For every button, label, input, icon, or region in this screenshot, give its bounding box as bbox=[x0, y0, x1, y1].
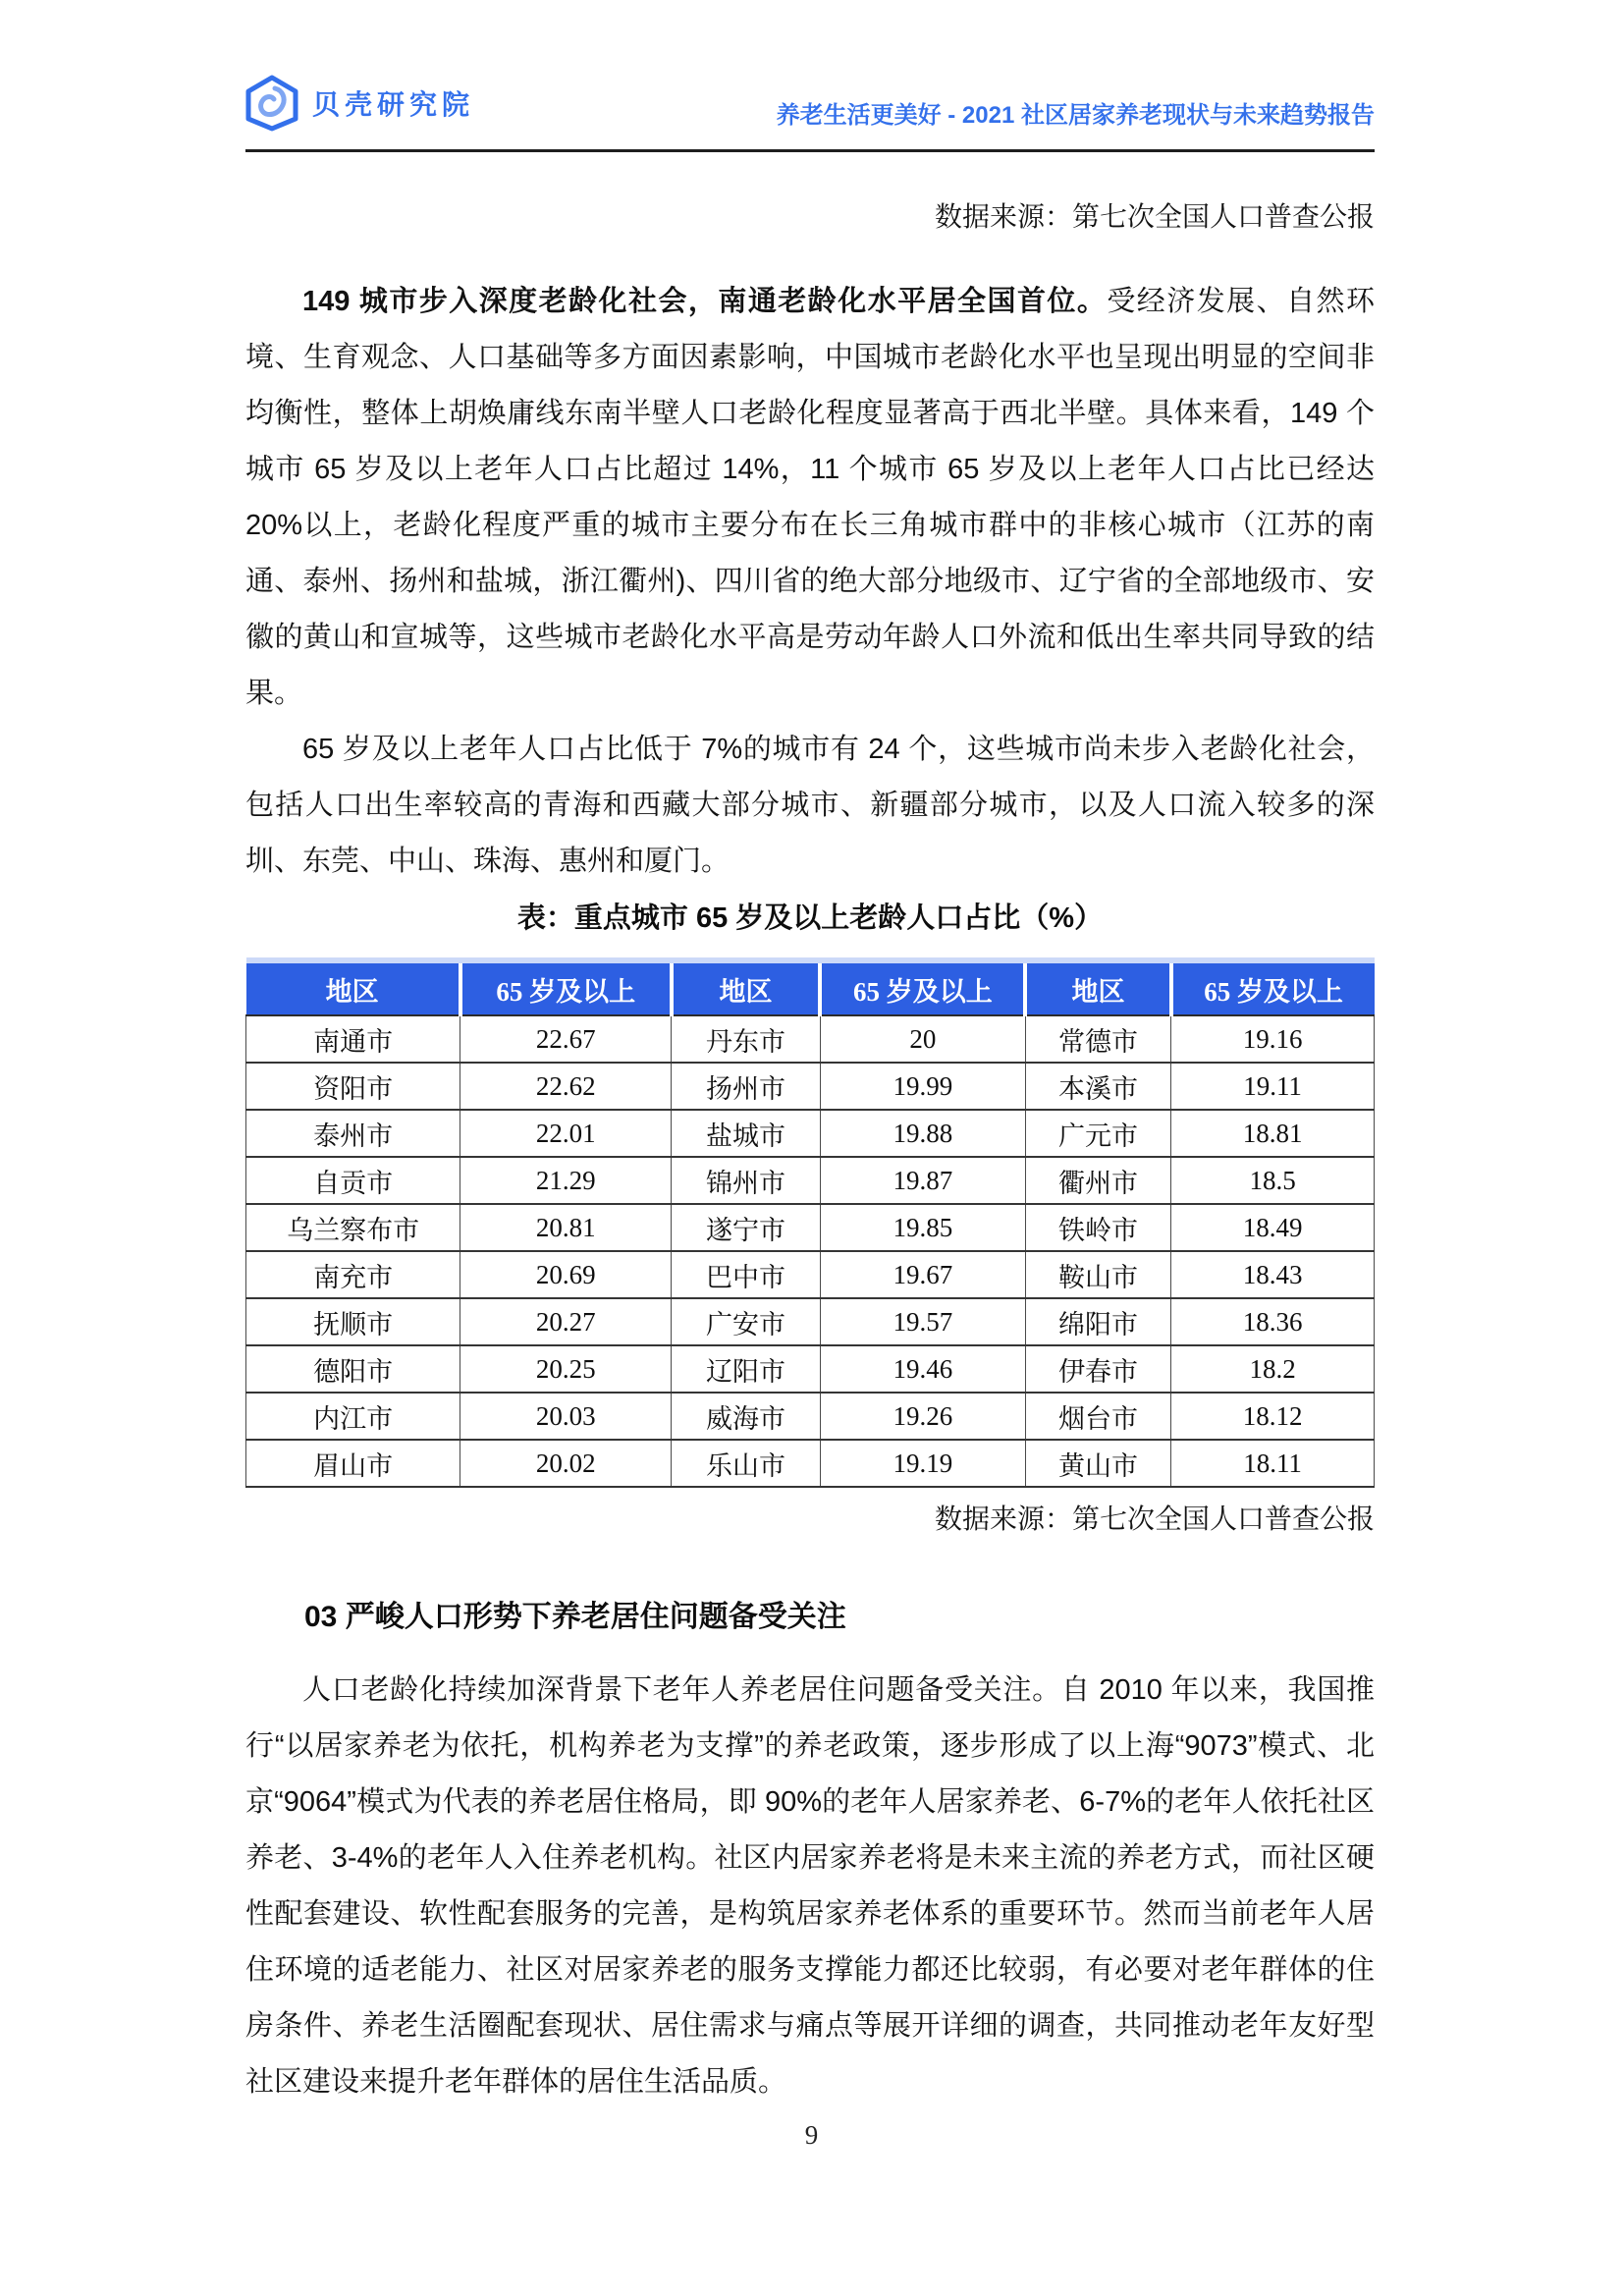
value-cell: 20.25 bbox=[460, 1345, 672, 1393]
table-row bbox=[246, 1345, 1375, 1393]
value-cell: 19.67 bbox=[820, 1251, 1025, 1298]
region-cell: 铁岭市 bbox=[1025, 1204, 1170, 1251]
section-03-heading: 03 严峻人口形势下养老居住问题备受关注 bbox=[304, 1601, 846, 1633]
value-cell: 18.5 bbox=[1171, 1157, 1375, 1204]
region-cell: 内江市 bbox=[246, 1393, 460, 1440]
table-row bbox=[246, 1063, 1375, 1110]
value-cell: 19.99 bbox=[820, 1063, 1025, 1110]
aging-population-table bbox=[245, 957, 1375, 1488]
table-header-row bbox=[246, 960, 1375, 1015]
header-cell-region: 地区 bbox=[672, 960, 821, 1015]
region-cell: 衢州市 bbox=[1025, 1157, 1170, 1204]
paragraph-aging-cities bbox=[245, 274, 1375, 722]
header-divider bbox=[245, 149, 1375, 152]
value-cell: 19.57 bbox=[820, 1298, 1025, 1345]
table-row bbox=[246, 1298, 1375, 1345]
region-cell: 遂宁市 bbox=[672, 1204, 821, 1251]
region-cell: 乌兰察布市 bbox=[246, 1204, 460, 1251]
region-cell: 泰州市 bbox=[246, 1110, 460, 1157]
table-row bbox=[246, 1110, 1375, 1157]
header-cell-region: 地区 bbox=[246, 960, 460, 1015]
region-cell: 辽阳市 bbox=[672, 1345, 821, 1393]
value-cell: 18.36 bbox=[1171, 1298, 1375, 1345]
beike-house-shell-icon bbox=[245, 75, 298, 132]
value-cell: 20.02 bbox=[460, 1440, 672, 1487]
table-row bbox=[246, 1015, 1375, 1063]
value-cell: 20.27 bbox=[460, 1298, 672, 1345]
paragraph-senior-housing: 人口老龄化持续加深背景下老年人养老居住问题备受关注。自 2010 年以来，我国推行“以居家养老为依托，机构养老为支撑”的养老政策，逐步形成了以上海“9073”模式、北京“9064”模式为代表的养老居住格局，即 90%的老年人居家养老、6-7%的老年人依托社区养老、3-4%的老年人入住养老机构。社区内居家养老将是未来主流的养老方式，而社区硬性配套建设、软性配套服务的完善，是构筑居家养老体系的重要环节。然而当前老年人居住环境的适老能力、社区对居家养老的服务支撑能力都还比较弱，有必要对老年群体的住房条件、养老生活圈配套现状、居住需求与痛点等展开详细的调查，共同推动老年友好型社区建设来提升老年群体的居住生活品质。 bbox=[245, 1674, 1375, 2098]
region-cell: 锦州市 bbox=[672, 1157, 821, 1204]
value-cell: 19.16 bbox=[1171, 1015, 1375, 1063]
region-cell: 黄山市 bbox=[1025, 1440, 1170, 1487]
logo-text: 贝壳研究院 bbox=[312, 89, 475, 120]
region-cell: 南通市 bbox=[246, 1015, 460, 1063]
value-cell: 20.03 bbox=[460, 1393, 672, 1440]
paragraph-lead-bold: 149 城市步入深度老龄化社会，南通老龄化水平居全国首位。 bbox=[302, 286, 1108, 317]
data-source-top: 数据来源：第七次全国人口普查公报 bbox=[934, 202, 1375, 233]
page-number: 9 bbox=[804, 2120, 819, 2150]
paragraph-body-text: 受经济发展、自然环境、生育观念、人口基础等多方面因素影响，中国城市老龄化水平也呈现出明显的空间非均衡性，整体上胡焕庸线东南半壁人口老龄化程度显著高于西北半壁。具体来看，149 个城市 65 岁及以上老年人口占比超过 14%，11 个城市 65 岁及以上老年人口占比已经达 20%以上，老龄化程度严重的城市主要分布在长三角城市群中的非核心城市（江苏的南通、泰州、扬州和盐城，浙江衢州)、四川省的绝大部分地级市、辽宁省的全部地级市、安徽的黄山和宣城等，这些城市老龄化水平高是劳动年龄人口外流和低出生率共同导致的结果。 bbox=[245, 286, 1375, 709]
header-cell-value: 65 岁及以上 bbox=[460, 960, 672, 1015]
value-cell: 19.19 bbox=[820, 1440, 1025, 1487]
page-header bbox=[245, 61, 1375, 132]
value-cell: 19.85 bbox=[820, 1204, 1025, 1251]
value-cell: 20 bbox=[820, 1015, 1025, 1063]
report-title: 养老生活更美好 - 2021 社区居家养老现状与未来趋势报告 bbox=[776, 102, 1375, 129]
value-cell: 18.81 bbox=[1171, 1110, 1375, 1157]
region-cell: 抚顺市 bbox=[246, 1298, 460, 1345]
region-cell: 烟台市 bbox=[1025, 1393, 1170, 1440]
value-cell: 18.43 bbox=[1171, 1251, 1375, 1298]
header-cell-value: 65 岁及以上 bbox=[820, 960, 1025, 1015]
value-cell: 19.87 bbox=[820, 1157, 1025, 1204]
region-cell: 广元市 bbox=[1025, 1110, 1170, 1157]
header-cell-region: 地区 bbox=[1025, 960, 1170, 1015]
value-cell: 22.62 bbox=[460, 1063, 672, 1110]
region-cell: 鞍山市 bbox=[1025, 1251, 1170, 1298]
value-cell: 18.2 bbox=[1171, 1345, 1375, 1393]
value-cell: 18.11 bbox=[1171, 1440, 1375, 1487]
table-row bbox=[246, 1251, 1375, 1298]
region-cell: 盐城市 bbox=[672, 1110, 821, 1157]
table-row bbox=[246, 1157, 1375, 1204]
header-cell-value: 65 岁及以上 bbox=[1171, 960, 1375, 1015]
beike-logo bbox=[245, 75, 474, 132]
region-cell: 乐山市 bbox=[672, 1440, 821, 1487]
value-cell: 18.49 bbox=[1171, 1204, 1375, 1251]
region-cell: 巴中市 bbox=[672, 1251, 821, 1298]
value-cell: 20.81 bbox=[460, 1204, 672, 1251]
data-source-below-table: 数据来源：第七次全国人口普查公报 bbox=[934, 1504, 1375, 1535]
region-cell: 扬州市 bbox=[672, 1063, 821, 1110]
region-cell: 眉山市 bbox=[246, 1440, 460, 1487]
value-cell: 18.12 bbox=[1171, 1393, 1375, 1440]
region-cell: 本溪市 bbox=[1025, 1063, 1170, 1110]
value-cell: 19.88 bbox=[820, 1110, 1025, 1157]
table-row bbox=[246, 1204, 1375, 1251]
region-cell: 资阳市 bbox=[246, 1063, 460, 1110]
value-cell: 22.67 bbox=[460, 1015, 672, 1063]
value-cell: 19.46 bbox=[820, 1345, 1025, 1393]
value-cell: 22.01 bbox=[460, 1110, 672, 1157]
table-row bbox=[246, 1393, 1375, 1440]
region-cell: 绵阳市 bbox=[1025, 1298, 1170, 1345]
paragraph-young-cities: 65 岁及以上老年人口占比低于 7%的城市有 24 个，这些城市尚未步入老龄化社会，包括人口出生率较高的青海和西藏大部分城市、新疆部分城市，以及人口流入较多的深圳、东莞、中山、珠海、惠州和厦门。 bbox=[245, 734, 1375, 877]
region-cell: 自贡市 bbox=[246, 1157, 460, 1204]
region-cell: 威海市 bbox=[672, 1393, 821, 1440]
region-cell: 常德市 bbox=[1025, 1015, 1170, 1063]
region-cell: 南充市 bbox=[246, 1251, 460, 1298]
population-table-body bbox=[246, 1015, 1375, 1487]
value-cell: 19.11 bbox=[1171, 1063, 1375, 1110]
region-cell: 广安市 bbox=[672, 1298, 821, 1345]
region-cell: 伊春市 bbox=[1025, 1345, 1170, 1393]
table-row bbox=[246, 1440, 1375, 1487]
region-cell: 德阳市 bbox=[246, 1345, 460, 1393]
value-cell: 21.29 bbox=[460, 1157, 672, 1204]
value-cell: 19.26 bbox=[820, 1393, 1025, 1440]
table-title: 表：重点城市 65 岁及以上老龄人口占比（%） bbox=[516, 902, 1104, 934]
region-cell: 丹东市 bbox=[672, 1015, 821, 1063]
value-cell: 20.69 bbox=[460, 1251, 672, 1298]
